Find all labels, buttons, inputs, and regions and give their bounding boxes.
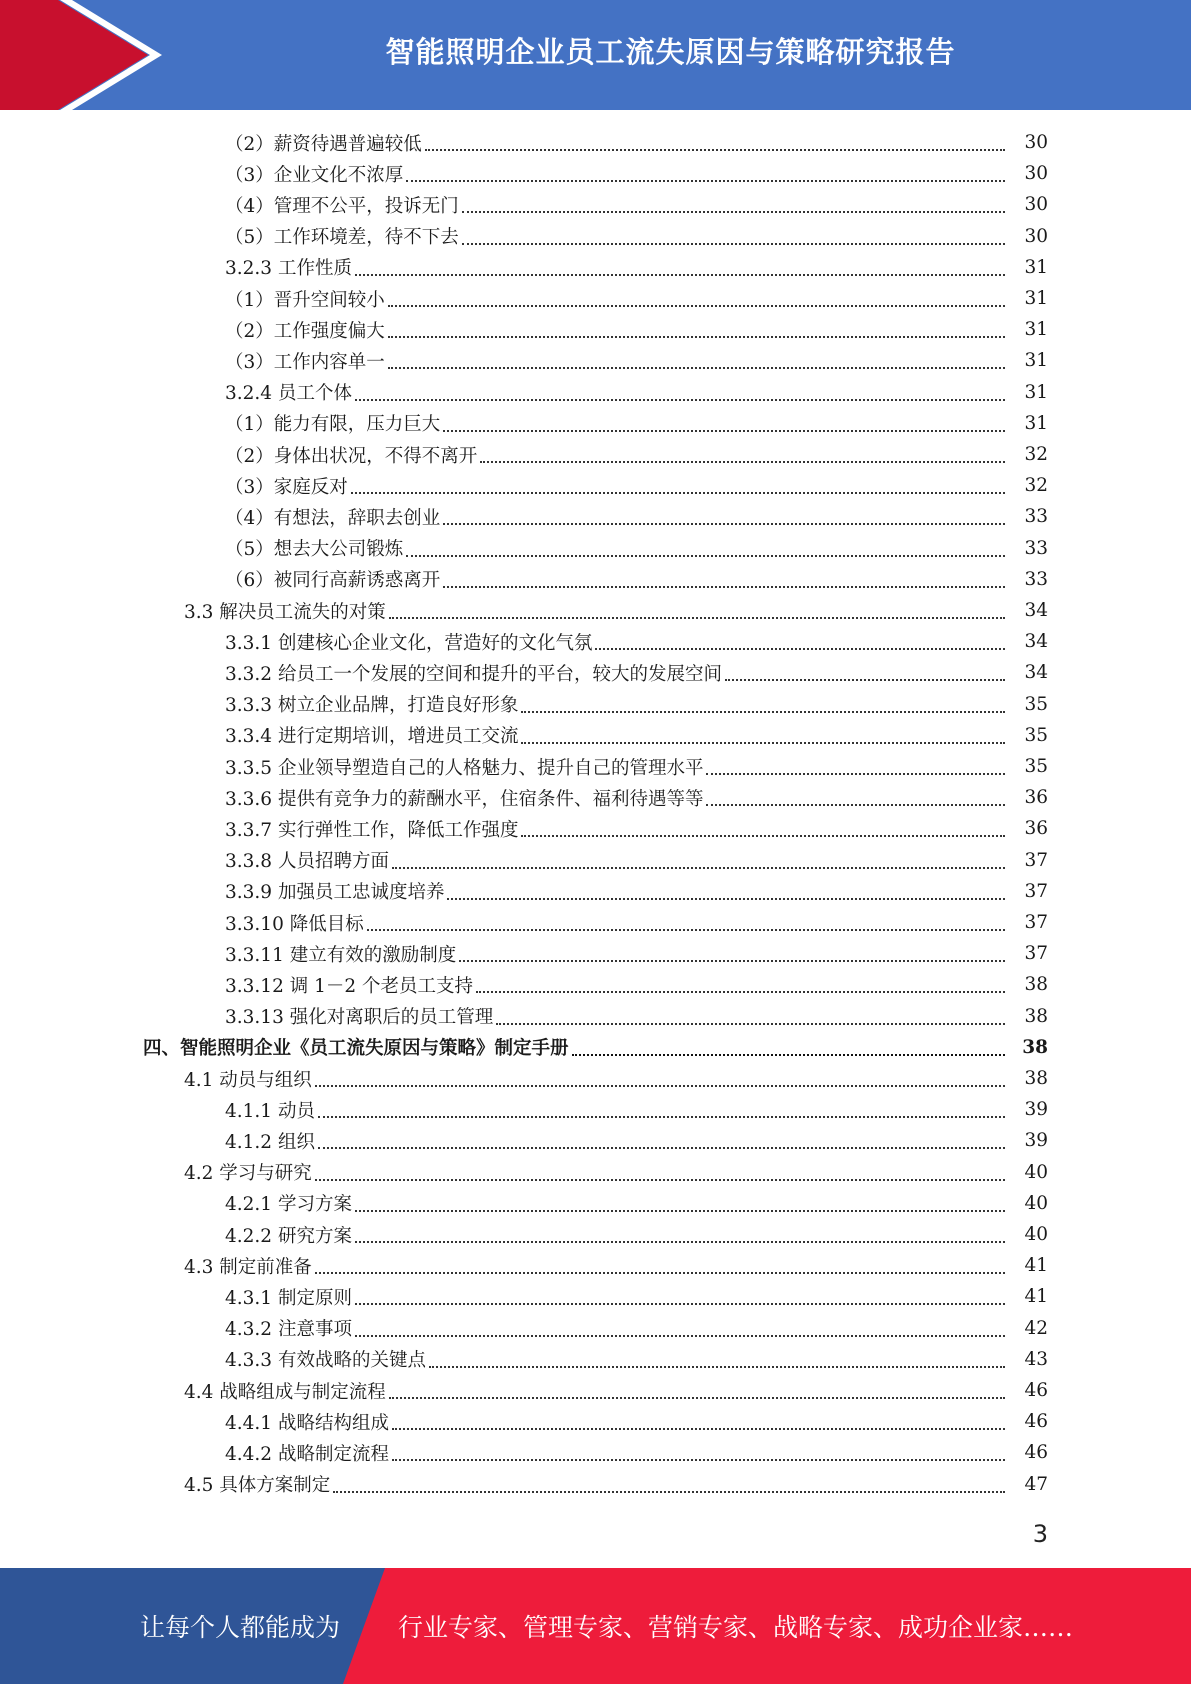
- toc-entry[interactable]: [225, 845, 1048, 876]
- toc-entry[interactable]: [225, 533, 1048, 564]
- toc-entry[interactable]: [225, 501, 1048, 532]
- toc-entry-label: （5）想去大公司锻炼: [225, 539, 404, 561]
- toc-entry[interactable]: [225, 189, 1048, 220]
- toc-entry-label: （6）被同行高薪诱惑离开: [225, 570, 441, 592]
- toc-dot-leader: [355, 1334, 1005, 1337]
- toc-dot-leader: [392, 1427, 1005, 1430]
- document-title: 智能照明企业员工流失原因与策略研究报告: [385, 34, 956, 69]
- toc-entry-label: 4.3 制定前准备: [184, 1256, 312, 1278]
- toc-entry-label: 4.1 动员与组织: [184, 1069, 312, 1091]
- toc-entry-page: 39: [1024, 1130, 1048, 1152]
- toc-dot-leader: [447, 897, 1005, 900]
- footer-slogan-right: 行业专家、管理专家、营销专家、战略专家、成功企业家……: [398, 1613, 1074, 1642]
- toc-dot-leader: [388, 335, 1005, 338]
- toc-dot-leader: [406, 554, 1005, 557]
- toc-entry-page: 35: [1024, 724, 1048, 746]
- toc-entry-page: 33: [1024, 568, 1048, 590]
- toc-entry-page: 34: [1024, 662, 1048, 684]
- toc-dot-leader: [333, 1490, 1005, 1493]
- toc-entry[interactable]: [225, 751, 1048, 782]
- toc-dot-leader: [355, 398, 1005, 401]
- toc-entry-page: 31: [1024, 288, 1048, 309]
- toc-dot-leader: [462, 242, 1005, 245]
- toc-entry-label: 3.3.6 提供有竞争力的薪酬水平，住宿条件、福利待遇等等: [225, 788, 704, 810]
- toc-entry-page: 31: [1024, 256, 1048, 278]
- toc-entry-page: 30: [1024, 132, 1048, 153]
- toc-dot-leader: [521, 710, 1005, 713]
- toc-entry[interactable]: [225, 1094, 1048, 1125]
- toc-entry-page: 41: [1024, 1255, 1048, 1277]
- page-header: [0, 0, 1191, 110]
- toc-dot-leader: [595, 647, 1005, 650]
- toc-entry[interactable]: [225, 564, 1048, 595]
- toc-entry-label: 3.3.1 创建核心企业文化，营造好的文化气氛: [225, 632, 593, 654]
- toc-entry-label: 4.2 学习与研究: [184, 1163, 312, 1185]
- toc-dot-leader: [318, 1115, 1005, 1118]
- toc-entry[interactable]: [184, 1250, 1048, 1281]
- toc-entry-label: （2）身体出状况，不得不离开: [225, 445, 478, 467]
- toc-entry[interactable]: [184, 1063, 1048, 1094]
- toc-entry[interactable]: [225, 626, 1048, 657]
- toc-entry-page: 32: [1024, 475, 1048, 497]
- toc-entry[interactable]: [225, 1406, 1048, 1437]
- toc-dot-leader: [443, 429, 1005, 432]
- toc-dot-leader: [355, 273, 1005, 276]
- toc-entry[interactable]: [184, 1375, 1048, 1406]
- toc-dot-leader: [355, 1302, 1005, 1305]
- toc-entry-page: 30: [1024, 225, 1048, 247]
- toc-entry-page: 43: [1024, 1348, 1048, 1370]
- toc-entry-page: 40: [1024, 1161, 1048, 1183]
- toc-entry[interactable]: [225, 377, 1048, 408]
- toc-entry-label: 四、智能照明企业《员工流失原因与策略》制定手册: [143, 1038, 569, 1060]
- toc-entry-page: 30: [1024, 194, 1048, 216]
- toc-entry-page: 31: [1024, 350, 1048, 372]
- toc-dot-leader: [392, 866, 1005, 869]
- toc-dot-leader: [725, 678, 1005, 681]
- toc-entry-label: 3.3.7 实行弹性工作，降低工作强度: [225, 819, 519, 841]
- toc-dot-leader: [496, 1022, 1005, 1025]
- toc-entry-page: 46: [1024, 1380, 1048, 1401]
- toc-entry-label: （4）管理不公平，投诉无门: [225, 195, 459, 217]
- toc-dot-leader: [355, 1209, 1005, 1212]
- toc-entry[interactable]: [225, 876, 1048, 907]
- toc-entry-page: 37: [1024, 943, 1048, 965]
- toc-entry-page: 38: [1024, 974, 1048, 996]
- footer-slogan-left: 让每个人都能成为: [140, 1613, 341, 1642]
- toc-dot-leader: [443, 522, 1005, 525]
- toc-entry[interactable]: [225, 158, 1048, 189]
- toc-entry-page: 32: [1024, 444, 1048, 465]
- toc-dot-leader: [521, 741, 1005, 744]
- toc-entry[interactable]: [225, 1125, 1048, 1156]
- toc-entry-label: （2）薪资待遇普遍较低: [225, 133, 422, 155]
- toc-dot-leader: [392, 1458, 1005, 1461]
- toc-entry-label: 4.4.1 战略结构组成: [225, 1412, 389, 1434]
- toc-entry[interactable]: [143, 1032, 1048, 1063]
- toc-entry-page: 40: [1024, 1224, 1048, 1245]
- page-footer: [0, 1568, 1191, 1684]
- toc-entry-label: 3.3.12 调 1－2 个老员工支持: [225, 975, 474, 997]
- toc-entry-label: 3.2.3 工作性质: [225, 258, 352, 280]
- toc-entry[interactable]: [184, 1157, 1048, 1188]
- toc-entry-page: 46: [1024, 1442, 1048, 1464]
- toc-entry[interactable]: [225, 1437, 1048, 1468]
- toc-entry-page: 34: [1024, 600, 1048, 621]
- toc-dot-leader: [429, 1365, 1005, 1368]
- toc-entry[interactable]: [225, 314, 1048, 345]
- toc-entry[interactable]: [225, 1281, 1048, 1312]
- toc-dot-leader: [351, 491, 1005, 494]
- toc-entry-page: 31: [1024, 381, 1048, 403]
- toc-entry[interactable]: [225, 470, 1048, 501]
- toc-entry[interactable]: [225, 1313, 1048, 1344]
- toc-dot-leader: [480, 460, 1005, 463]
- toc-entry[interactable]: [225, 813, 1048, 844]
- toc-entry-label: （5）工作环境差，待不下去: [225, 227, 459, 249]
- toc-dot-leader: [389, 1396, 1005, 1399]
- toc-entry-label: （2）工作强度偏大: [225, 320, 385, 342]
- toc-entry-page: 42: [1024, 1317, 1048, 1339]
- toc-entry-label: （3）家庭反对: [225, 476, 348, 498]
- toc-entry-page: 46: [1024, 1411, 1048, 1433]
- toc-dot-leader: [318, 1146, 1005, 1149]
- toc-entry-label: （1）能力有限，压力巨大: [225, 414, 441, 436]
- toc-entry-label: 3.3.13 强化对离职后的员工管理: [225, 1007, 494, 1029]
- toc-dot-leader: [406, 179, 1005, 182]
- toc-entry-page: 33: [1024, 506, 1048, 528]
- toc-entry[interactable]: [225, 283, 1048, 314]
- toc-entry-label: 3.3.9 加强员工忠诚度培养: [225, 882, 445, 904]
- toc-entry[interactable]: [225, 1188, 1048, 1219]
- toc-entry-label: 3.3.5 企业领导塑造自己的人格魅力、提升自己的管理水平: [225, 757, 704, 779]
- toc-entry[interactable]: [225, 907, 1048, 938]
- toc-entry-page: 38: [1022, 1036, 1048, 1058]
- toc-entry-label: 3.2.4 员工个体: [225, 383, 352, 405]
- toc-entry-label: 3.3.4 进行定期培训，增进员工交流: [225, 726, 519, 748]
- toc-entry-label: 4.2.2 研究方案: [225, 1225, 352, 1247]
- toc-entry[interactable]: [225, 689, 1048, 720]
- toc-dot-leader: [706, 803, 1005, 806]
- toc-entry-page: 31: [1024, 412, 1048, 434]
- toc-dot-leader: [443, 585, 1005, 588]
- toc-entry-page: 34: [1024, 631, 1048, 653]
- toc-entry-page: 35: [1024, 693, 1048, 715]
- toc-entry-page: 38: [1024, 1005, 1048, 1027]
- toc-entry[interactable]: [225, 1001, 1048, 1032]
- toc-dot-leader: [388, 366, 1005, 369]
- toc-dot-leader: [459, 959, 1005, 962]
- toc-entry-label: 4.2.1 学习方案: [225, 1194, 352, 1216]
- header-red-chevron: [0, 0, 148, 110]
- toc-entry-label: 4.5 具体方案制定: [184, 1475, 331, 1497]
- toc-entry-page: 37: [1024, 880, 1048, 902]
- toc-entry-label: 4.1.1 动员: [225, 1100, 315, 1122]
- toc-entry[interactable]: [184, 595, 1048, 626]
- toc-dot-leader: [521, 834, 1005, 837]
- toc-entry-label: 4.4.2 战略制定流程: [225, 1443, 389, 1465]
- toc-entry-label: 3.3.10 降低目标: [225, 913, 364, 935]
- toc-entry[interactable]: [225, 1219, 1048, 1250]
- toc-entry-label: 4.3.3 有效战略的关键点: [225, 1350, 426, 1372]
- page-number: 3: [1032, 1520, 1048, 1548]
- toc-entry-label: 4.3.1 制定原则: [225, 1287, 352, 1309]
- toc-entry-page: 39: [1024, 1099, 1048, 1121]
- toc-entry-page: 31: [1024, 319, 1048, 341]
- toc-entry[interactable]: [225, 345, 1048, 376]
- toc-entry-label: （1）晋升空间较小: [225, 289, 385, 311]
- toc-entry-label: 3.3 解决员工流失的对策: [184, 601, 386, 623]
- toc-entry[interactable]: [225, 221, 1048, 252]
- toc-entry[interactable]: [225, 657, 1048, 688]
- toc-entry-page: 41: [1024, 1286, 1048, 1308]
- toc-entry-label: （4）有想法，辞职去创业: [225, 507, 441, 529]
- toc-entry-page: 30: [1024, 163, 1048, 185]
- toc-dot-leader: [572, 1053, 1005, 1056]
- toc-entry-label: （3）工作内容单一: [225, 351, 385, 373]
- toc-dot-leader: [476, 990, 1005, 993]
- toc-dot-leader: [315, 1271, 1005, 1274]
- toc-entry[interactable]: [225, 439, 1048, 470]
- toc-dot-leader: [706, 772, 1005, 775]
- toc-entry-page: 36: [1024, 787, 1048, 809]
- toc-entry-page: 35: [1024, 756, 1048, 777]
- toc-entry-label: 4.1.2 组织: [225, 1131, 315, 1153]
- toc-entry[interactable]: [184, 1469, 1048, 1500]
- toc-dot-leader: [389, 616, 1005, 619]
- toc-entry[interactable]: [225, 938, 1048, 969]
- toc-dot-leader: [425, 148, 1005, 151]
- toc-entry[interactable]: [225, 782, 1048, 813]
- toc-dot-leader: [462, 210, 1005, 213]
- toc-entry[interactable]: [225, 969, 1048, 1000]
- toc-entry-label: （3）企业文化不浓厚: [225, 164, 404, 186]
- toc-entry-label: 3.3.11 建立有效的激励制度: [225, 944, 457, 966]
- toc-entry-label: 4.3.2 注意事项: [225, 1319, 352, 1341]
- toc-entry-page: 36: [1024, 818, 1048, 840]
- toc-entry-label: 3.3.2 给员工一个发展的空间和提升的平台，较大的发展空间: [225, 663, 722, 685]
- toc-entry-page: 47: [1024, 1473, 1048, 1495]
- toc-entry[interactable]: [225, 408, 1048, 439]
- toc-entry-label: 3.3.8 人员招聘方面: [225, 851, 389, 873]
- toc-dot-leader: [315, 1178, 1005, 1181]
- toc-dot-leader: [315, 1084, 1005, 1087]
- toc-entry-label: 4.4 战略组成与制定流程: [184, 1381, 386, 1403]
- toc-dot-leader: [367, 928, 1005, 931]
- toc-entry[interactable]: [225, 252, 1048, 283]
- toc-entry[interactable]: [225, 720, 1048, 751]
- toc-entry-page: 37: [1024, 912, 1048, 933]
- toc-entry-page: 33: [1024, 537, 1048, 559]
- toc-entry-label: 3.3.3 树立企业品牌，打造良好形象: [225, 695, 519, 717]
- toc-entry-page: 40: [1024, 1192, 1048, 1214]
- toc-entry[interactable]: [225, 1344, 1048, 1375]
- toc-entry[interactable]: [225, 127, 1048, 158]
- toc-entry-page: 38: [1024, 1068, 1048, 1089]
- toc-dot-leader: [355, 1240, 1005, 1243]
- toc-entry-page: 37: [1024, 849, 1048, 871]
- toc-dot-leader: [388, 304, 1005, 307]
